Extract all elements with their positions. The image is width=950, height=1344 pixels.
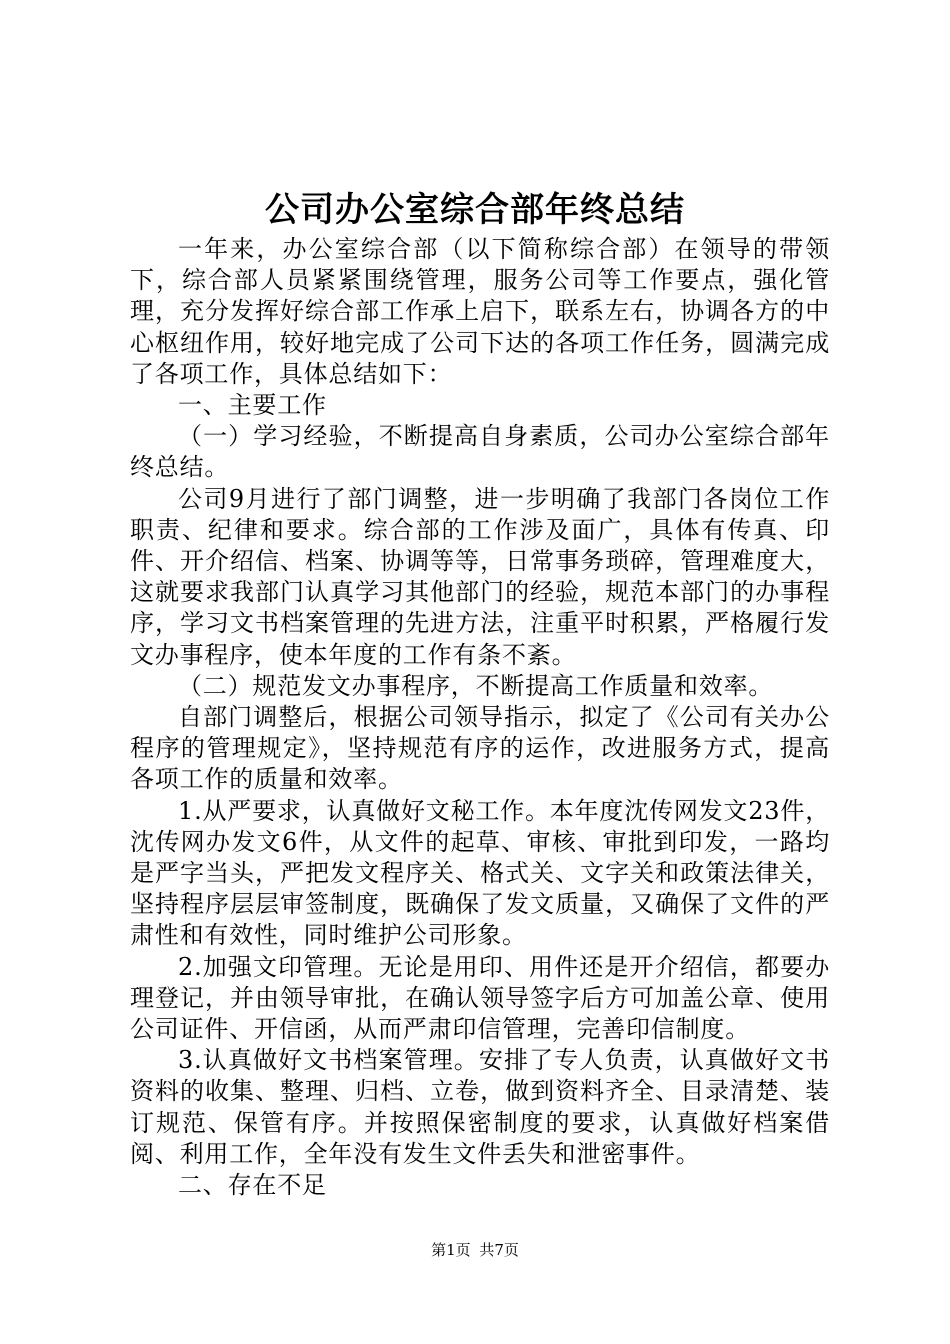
subsection-heading-standardize: （二）规范发文办事程序，不断提高工作质量和效率。 — [178, 671, 774, 700]
page-total: 共7页 — [479, 1241, 519, 1259]
page-number: 第1页 — [431, 1241, 471, 1259]
paragraph-intro: 一年来，办公室综合部（以下简称综合部）在领导的带领下，综合部人员紧紧围绕管理，服务公司等工作要点，强化管理，充分发挥好综合部工作承上启下，联系左右，协调各方的中心枢纽作用，较好地完成了公司下达的各项工作任务，圆满完成了各项工作，具体总结如下： — [130, 235, 830, 388]
section-heading-shortcomings: 二、存在不足 — [178, 1171, 327, 1200]
page-footer — [0, 1240, 950, 1260]
subsection-heading-learning: （一）学习经验，不断提高自身素质，公司办公室综合部年终总结。 — [130, 422, 830, 482]
document-body — [130, 234, 830, 1201]
paragraph-regulations: 自部门调整后，根据公司领导指示，拟定了《公司有关办公程序的管理规定》，坚持规范有序的运作，改进服务方式，提高各项工作的质量和效率。 — [130, 703, 830, 794]
page-title: 公司办公室综合部年终总结 — [265, 190, 685, 230]
list-item-secretarial-work: 1.从严要求，认真做好文秘工作。本年度沈传网发文23件，沈传网办发文6件，从文件的起草、审核、审批到印发，一路均是严字当头，严把发文程序关、格式关、文字关和政策法律关，坚持程序层层审签制度，既确保了发文质量，又确保了文件的严肃性和有效性，同时维护公司形象。 — [130, 796, 830, 950]
section-heading-main-work: 一、主要工作 — [178, 391, 327, 420]
paragraph-department-adjustment: 公司9月进行了部门调整，进一步明确了我部门各岗位工作职责、纪律和要求。综合部的工作涉及面广，具体有传真、印件、开介绍信、档案、协调等等，日常事务琐碎，管理难度大，这就要求我部门认真学习其他部门的经验，规范本部门的办事程序，学习文书档案管理的先进方法，注重平时积累，严格履行发文办事程序，使本年度的工作有条不紊。 — [130, 484, 830, 669]
list-item-seal-management: 2.加强文印管理。无论是用印、用件还是开介绍信，都要办理登记，并由领导审批，在确认领导签字后方可加盖公章、使用公司证件、开信函，从而严肃印信管理，完善印信制度。 — [130, 952, 830, 1044]
list-item-archive-management: 3.认真做好文书档案管理。安排了专人负责，认真做好文书资料的收集、整理、归档、立卷，做到资料齐全、目录清楚、装订规范、保管有序。并按照保密制度的要求，认真做好档案借阅、利用工作，全年没有发生文件丢失和泄密事件。 — [130, 1046, 830, 1168]
